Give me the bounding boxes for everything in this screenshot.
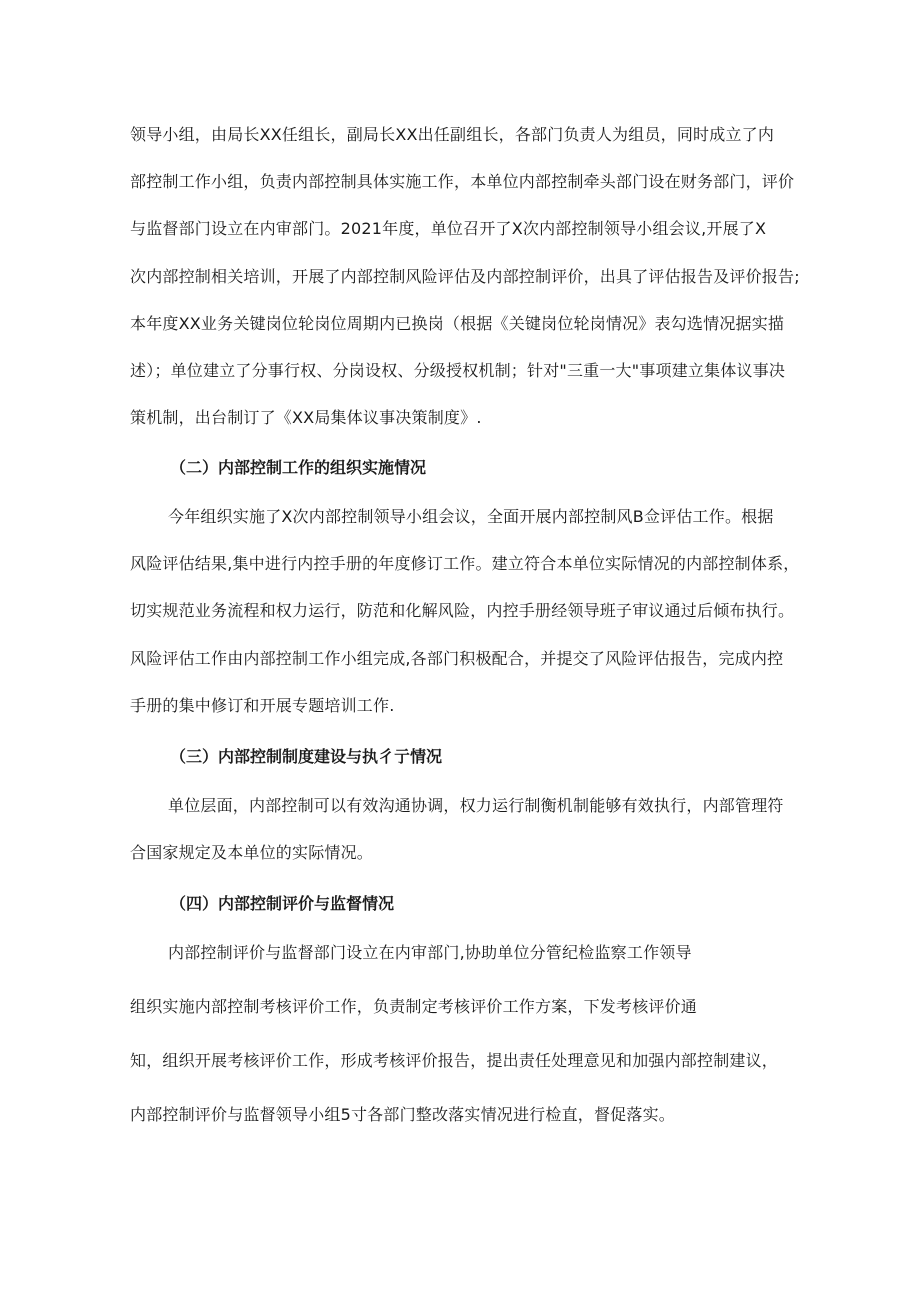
paragraph-line: 切实规范业务流程和权力运行，防范和化解风险，内控手册经领导班子审议通过后倾布执行。: [130, 601, 795, 620]
paragraph-line: 今年组织实施了X次内部控制领导小组会议，全面开展内部控制风B佥评估工作。根据: [168, 507, 774, 526]
paragraph-line: 组织实施内部控制考核评价工作，负责制定考核评价工作方案，下发考核评价通: [130, 997, 698, 1016]
paragraph-line: 内部控制评价与监督领导小组5寸各部门整改落实情况进行检直，督促落实。: [130, 1105, 675, 1124]
paragraph-line: 知，组织开展考核评价工作，形成考核评价报告，提出责任处理意见和加强内部控制建议，: [130, 1051, 779, 1070]
paragraph-line: 次内部控制相关培训，开展了内部控制风险评估及内部控制评价，出具了评估报告及评价报告;: [130, 267, 800, 286]
paragraph-line: 领导小组，由局长XX任组长，副局长XX出任副组长，各部门负责人为组员，同时成立了内: [130, 125, 775, 144]
paragraph-line: 手册的集中修订和开展专题培训工作.: [130, 696, 395, 715]
paragraph-line: 述）；单位建立了分事行权、分岗设权、分级授权机制；针对"三重一大"事项建立集体议事决: [130, 361, 786, 380]
paragraph-line: 与监督部门设立在内审部门。2021年度，单位召开了X次内部控制领导小组会议,开展了X: [130, 219, 767, 238]
paragraph-line: 内部控制评价与监督部门设立在内审部门,协助单位分管纪检监察工作领导: [168, 943, 692, 962]
paragraph-line: 合国家规定及本单位的实际情况。: [130, 843, 374, 862]
paragraph-line: 部控制工作小组，负责内部控制具体实施工作，本单位内部控制牵头部门设在财务部门，评价: [130, 172, 795, 191]
paragraph-line: 单位层面，内部控制可以有效沟通协调，权力运行制衡机制能够有效执行，内部管理符: [168, 796, 784, 815]
section-heading: （二）内部控制工作的组织实施情况: [170, 458, 427, 477]
paragraph-line: 风险评估结果,集中进行内控手册的年度修订工作。建立符合本单位实际情况的内部控制体系，: [130, 554, 800, 573]
paragraph-line: 风险评估工作由内部控制工作小组完成,各部门积极配合，并提交了风险评估报告，完成内控: [130, 649, 784, 668]
section-heading: （四）内部控制评价与监督情况: [170, 894, 395, 913]
section-heading: （三）内部控制制度建设与执彳亍情况: [170, 747, 443, 766]
paragraph-line: 本年度XX业务关键岗位轮岗位周期内已换岗（根据《关键岗位轮岗情况》表勾选情况据实描: [130, 314, 785, 333]
paragraph-line: 策机制，出台制订了《XX局集体议事决策制度》.: [130, 408, 482, 427]
